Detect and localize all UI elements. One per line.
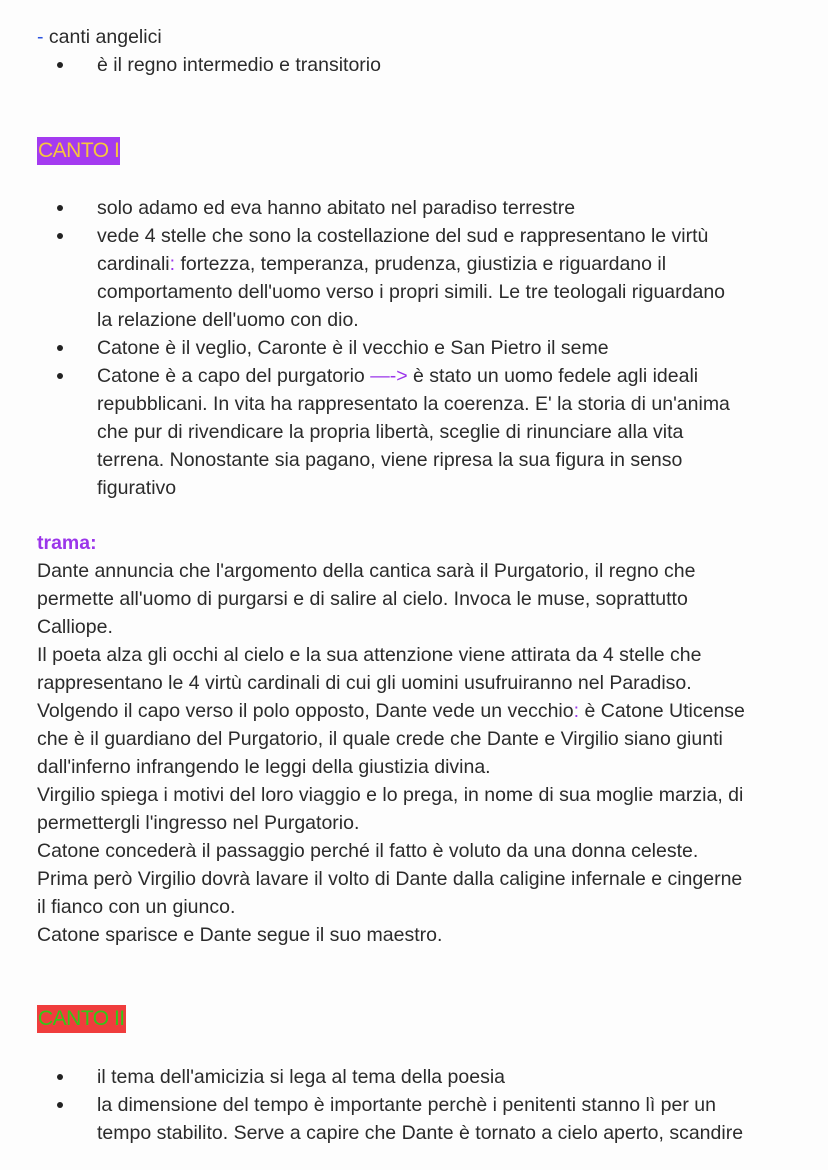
- bullet-text-line: [97, 362, 730, 390]
- canto-1-bullets: [37, 194, 730, 502]
- text-fragment: Catone è a capo del purgatorio: [97, 365, 371, 387]
- canto-1-heading: CANTO I: [37, 137, 120, 165]
- bullet-text: è il regno intermedio e transitorio: [97, 54, 381, 76]
- bullet-dot-icon: [57, 62, 63, 68]
- arrow-right-icon: —->: [370, 365, 414, 387]
- canto-2-heading: CANTO II: [37, 1005, 126, 1033]
- bullet-item: [37, 1063, 743, 1091]
- paragraph-line: il fianco con un giunco.: [37, 896, 236, 918]
- bullet-item: [37, 1091, 743, 1147]
- bullet-text: solo adamo ed eva hanno abitato nel paradiso terrestre: [97, 197, 576, 219]
- bullet-text: vede 4 stelle che sono la costellazione del sud e rappresentano le virtù: [97, 225, 709, 247]
- paragraph-line: Virgilio spiega i motivi del loro viaggio e lo prega, in nome di sua moglie marzia, di: [37, 784, 744, 806]
- paragraph-line: rappresentano le 4 virtù cardinali di cui gli uomini usufruiranno nel Paradiso.: [37, 672, 692, 694]
- bullet-text: terrena. Nonostante sia pagano, viene ripresa la sua figura in senso: [97, 449, 683, 471]
- bullet-dot-icon: [57, 1102, 63, 1108]
- paragraph-line: permette all'uomo di purgarsi e di salire al cielo. Invoca le muse, soprattutto: [37, 588, 688, 610]
- bullet-item: [37, 334, 730, 362]
- bullet-item: [37, 51, 381, 79]
- bullet-text: repubblicani. In vita ha rappresentato la coerenza. E' la storia di un'anima: [97, 393, 730, 415]
- paragraph-line: [37, 697, 745, 725]
- intro-bullets: [37, 51, 381, 79]
- text-fragment: fortezza, temperanza, prudenza, giustizia e riguardano il: [180, 253, 667, 275]
- bullet-item: [37, 194, 730, 222]
- trama-label: trama:: [37, 532, 97, 554]
- paragraph-line: Catone concederà il passaggio perché il fatto è voluto da una donna celeste.: [37, 840, 699, 862]
- dash-marker: -: [37, 26, 44, 48]
- paragraph-line: che è il guardiano del Purgatorio, il quale crede che Dante e Virgilio siano giunti: [37, 728, 723, 750]
- bullet-dot-icon: [57, 233, 63, 239]
- paragraph-line: Catone sparisce e Dante segue il suo maestro.: [37, 924, 443, 946]
- text-fragment: è Catone Uticense: [584, 700, 745, 722]
- bullet-dot-icon: [57, 373, 63, 379]
- bullet-dot-icon: [57, 205, 63, 211]
- paragraph-line: Dante annuncia che l'argomento della cantica sarà il Purgatorio, il regno che: [37, 560, 696, 582]
- text-fragment: è stato un uomo fedele agli ideali: [413, 365, 699, 387]
- colon-highlight: :: [169, 253, 181, 275]
- dash-item-text: canti angelici: [48, 26, 162, 48]
- paragraph-line: Prima però Virgilio dovrà lavare il volto di Dante dalla caligine infernale e cingerne: [37, 868, 743, 890]
- bullet-text: comportamento dell'uomo verso i propri simili. Le tre teologali riguardano: [97, 281, 726, 303]
- bullet-text: la relazione dell'uomo con dio.: [97, 309, 359, 331]
- paragraph-line: dall'inferno infrangendo le leggi della giustizia divina.: [37, 756, 491, 778]
- bullet-item: [37, 222, 730, 334]
- trama-section: [37, 529, 745, 949]
- bullet-text: figurativo: [97, 477, 177, 499]
- paragraph-line: permettergli l'ingresso nel Purgatorio.: [37, 812, 360, 834]
- bullet-item: [37, 362, 730, 502]
- canto-2-bullets: [37, 1063, 743, 1147]
- canto-1-heading-wrap: [37, 137, 120, 165]
- bullet-text-line: [97, 250, 730, 278]
- text-fragment: Volgendo il capo verso il polo opposto, Dante vede un vecchio: [37, 700, 574, 722]
- colon-highlight: :: [573, 700, 585, 722]
- text-fragment: cardinali: [97, 253, 170, 275]
- canto-2-heading-wrap: [37, 1005, 126, 1033]
- bullet-text: che pur di rivendicare la propria libertà, sceglie di rinunciare alla vita: [97, 421, 684, 443]
- bullet-text: il tema dell'amicizia si lega al tema della poesia: [97, 1066, 506, 1088]
- bullet-text: tempo stabilito. Serve a capire che Dante è tornato a cielo aperto, scandire: [97, 1122, 744, 1144]
- intro-section: [37, 23, 381, 79]
- paragraph-line: Il poeta alza gli occhi al cielo e la sua attenzione viene attirata da 4 stelle che: [37, 644, 702, 666]
- bullet-text: la dimensione del tempo è importante perchè i penitenti stanno lì per un: [97, 1094, 716, 1116]
- paragraph-line: Calliope.: [37, 616, 113, 638]
- bullet-dot-icon: [57, 345, 63, 351]
- bullet-text: Catone è il veglio, Caronte è il vecchio e San Pietro il seme: [97, 337, 609, 359]
- dash-item: [37, 23, 381, 51]
- bullet-dot-icon: [57, 1074, 63, 1080]
